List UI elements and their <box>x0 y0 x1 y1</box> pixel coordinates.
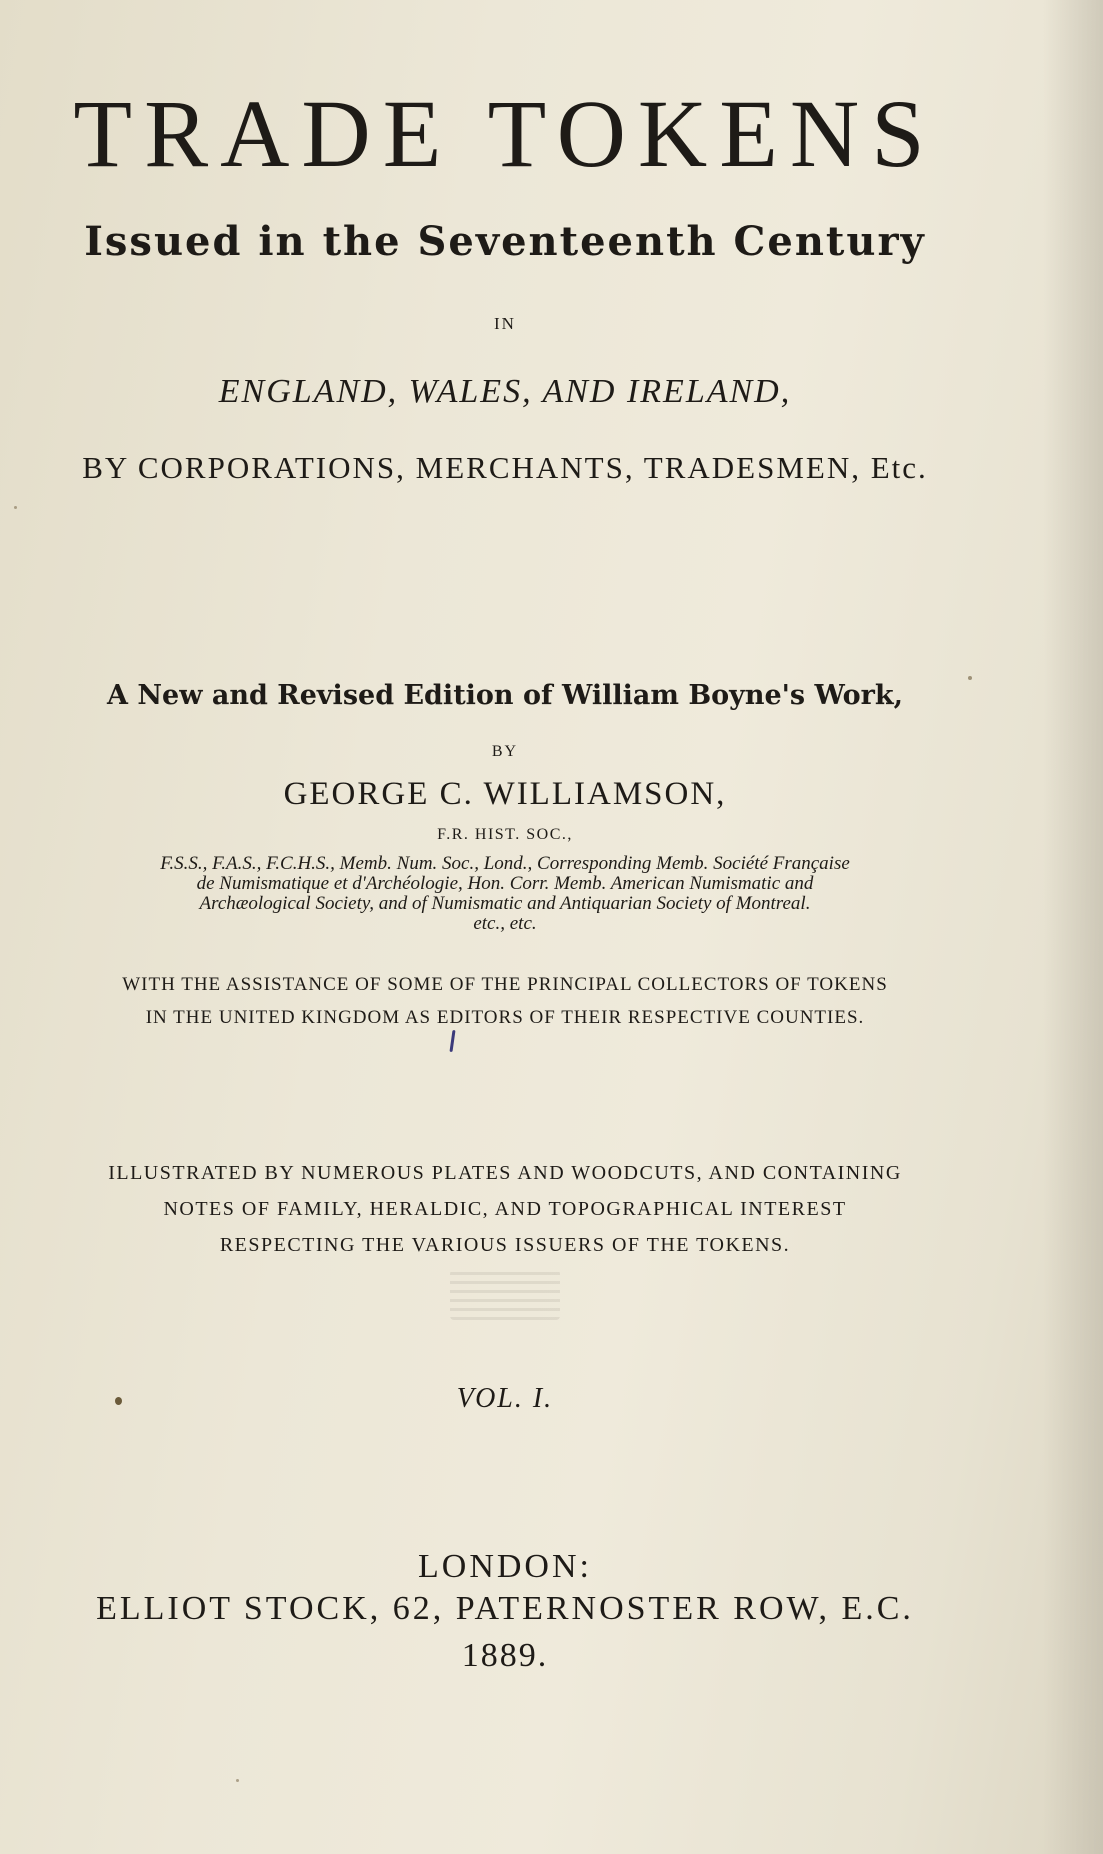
illustration-line: NOTES OF FAMILY, HERALDIC, AND TOPOGRAPHICAL INTEREST <box>163 1198 847 1220</box>
author-credentials <box>0 854 1010 934</box>
by-word: BY <box>491 743 519 760</box>
illustration-line: ILLUSTRATED BY NUMEROUS PLATES AND WOODCUTS, AND CONTAINING <box>108 1162 902 1184</box>
publication-place: LONDON: <box>418 1548 592 1585</box>
volume-number: VOL. I. <box>456 1383 554 1414</box>
paper-speck <box>236 1779 239 1782</box>
credentials-line: F.S.S., F.A.S., F.C.H.S., Memb. Num. Soc., Lond., Corresponding Memb. Société Française <box>160 853 850 874</box>
paper-speck <box>968 676 972 680</box>
credentials-line: Archæological Society, and of Numismatic and Antiquarian Society of Montreal. <box>199 893 811 914</box>
credentials-line: de Numismatique et d'Archéologie, Hon. Corr. Memb. American Numismatic and <box>196 873 814 894</box>
assistance-line: WITH THE ASSISTANCE OF SOME OF THE PRINCIPAL COLLECTORS OF TOKENS <box>122 974 888 995</box>
publisher-line: ELLIOT STOCK, 62, PATERNOSTER ROW, E.C. <box>96 1590 914 1627</box>
publication-year: 1889. <box>461 1637 549 1674</box>
book-title: TRADE TOKENS <box>73 80 937 187</box>
in-word: IN <box>494 314 516 333</box>
author-name: GEORGE C. WILLIAMSON, <box>283 776 727 812</box>
illustration-note <box>0 1155 1010 1263</box>
countries-line: ENGLAND, WALES, AND IRELAND, <box>218 373 792 410</box>
assistance-line: IN THE UNITED KINGDOM AS EDITORS OF THEIR RESPECTIVE COUNTIES. <box>145 1007 865 1028</box>
edition-line: A New and Revised Edition of William Boyne's Work, <box>107 680 903 711</box>
book-subtitle: Issued in the Seventeenth Century <box>84 218 926 265</box>
faded-stamp <box>450 1270 560 1320</box>
illustration-line: RESPECTING THE VARIOUS ISSUERS OF THE TOKENS. <box>219 1234 791 1256</box>
assistance-note <box>0 968 1010 1034</box>
credentials-line: etc., etc. <box>473 913 537 934</box>
author-society: F.R. HIST. SOC., <box>437 826 573 843</box>
paper-speck <box>14 506 17 509</box>
paper-speck <box>115 1397 122 1405</box>
issuers-line: BY CORPORATIONS, MERCHANTS, TRADESMEN, Etc. <box>82 450 928 485</box>
